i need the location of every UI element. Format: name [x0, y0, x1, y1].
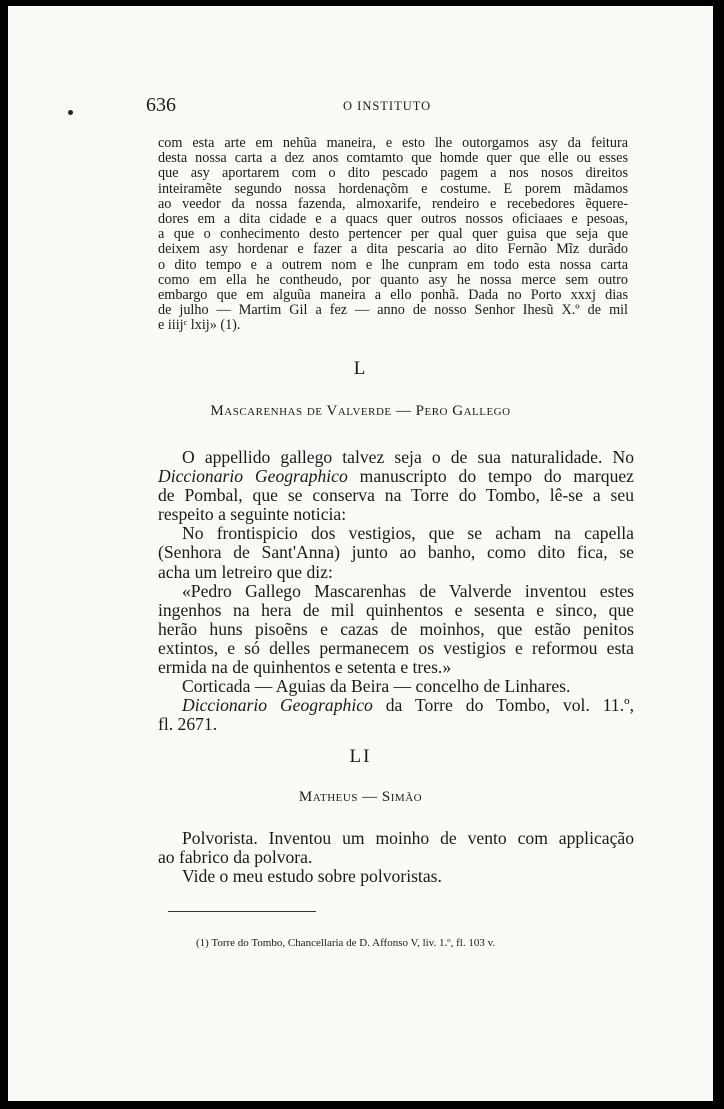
paragraph-line: ao veedor da nossa fazenda, almoxarife, rendeiro e recebedores ẽquere- [158, 195, 628, 212]
body-line: ermida na de quinhentos e setenta e tres.» [158, 657, 452, 678]
section-li-number: LI [349, 746, 372, 767]
page-number: 636 [146, 94, 176, 116]
paragraph-line: e iiijᶜ lxij» (1). [158, 317, 241, 334]
paragraph-line: o dito tempo e a outrem nom e lhe cunpram em todo esta nossa carta [158, 256, 628, 273]
running-title: O INSTITUTO [343, 99, 432, 113]
section-l-body [158, 448, 634, 734]
paragraph-line: inteiramẽte segundo nossa hordenaçõm e costume. E porem mãdamos [158, 180, 628, 197]
body-line: (Senhora de Sant'Anna) junto ao banho, como dito fica, se [158, 542, 634, 563]
section-l-number: L [353, 358, 368, 379]
body-line: No frontispicio dos vestigios, que se acham na capella [182, 523, 634, 544]
body-text: manuscripto do tempo do marquez [347, 466, 634, 487]
paragraph-line: embargo que em alguũa maneira a ello ponhã. Dada no Porto xxxj dias [158, 287, 628, 304]
body-line [158, 696, 634, 715]
body-line: herão huns pisoẽns e cazas de moinhos, que estão penitos [158, 618, 634, 639]
running-head [8, 94, 713, 118]
body-line: extintos, e só delles permanecem os vestigios e reformou esta [158, 637, 634, 658]
body-text: da Torre do Tombo, vol. 11.º, [372, 695, 634, 716]
body-line: O appellido gallego talvez seja o de sua naturalidade. No [182, 447, 634, 467]
italic-title: Diccionario Geographico [158, 466, 348, 487]
body-line: Vide o meu estudo sobre polvoristas. [182, 866, 442, 887]
footnote-rule [168, 911, 316, 912]
body-line: respeito a seguinte noticia: [158, 504, 347, 525]
section-li-title: Matheus — Simão [298, 789, 423, 805]
page [8, 6, 713, 1101]
body-line: «Pedro Gallego Mascarenhas de Valverde inventou estes [182, 580, 634, 601]
section-li-body [158, 829, 634, 886]
footnote: (1) Torre do Tombo, Chancellaria de D. Affonso V, liv. 1.º, fl. 103 v. [196, 937, 496, 949]
section-l-title: Mascarenhas de Valverde — Pero Gallego [210, 403, 511, 419]
italic-title: Diccionario Geographico [182, 695, 373, 716]
paragraph-line: dores em a dita cidade e a quacs quer outros nossos oficiaaes e pesoas, [158, 211, 628, 228]
paragraph-line: deixem asy hordenar e fazer a dita pescaria ao dito Fernão Mĩz durãdo [158, 241, 628, 258]
paragraph-line: de julho — Martim Gil a fez — anno de nosso Senhor Ihesũ X.º de mil [158, 302, 628, 319]
body-line: Corticada — Aguias da Beira — concelho de Linhares. [182, 676, 571, 697]
body-line [158, 467, 634, 486]
paragraph-line: a que o conhecimento desto pertencer per qual quer guisa que seja que [158, 226, 628, 243]
body-line: de Pombal, que se conserva na Torre do Tombo, lê-se a seu [158, 485, 634, 506]
paragraph-line: desta nossa carta a dez anos comtamto que homde quer que elle ou esses [158, 150, 628, 167]
paragraph-line: como em ella he contheudo, por quanto asy he nossa merce sem outro [158, 271, 628, 288]
paragraph-line: que asy aportarem com o dito pescado pagem a nos nosos direitos [158, 165, 628, 182]
body-line: ingenhos na hera de mil quinhentos e sesenta e sinco, que [158, 599, 634, 620]
body-line: Polvorista. Inventou um moinho de vento com applicação [182, 828, 634, 848]
body-line: acha um letreiro que diz: [158, 561, 333, 582]
body-line: fl. 2671. [158, 714, 218, 735]
continued-paragraph [158, 136, 628, 334]
body-line: ao fabrico da polvora. [158, 847, 313, 868]
paragraph-line: com esta arte em nehũa maneira, e esto lhe outorgamos asy da feitura [158, 135, 628, 151]
